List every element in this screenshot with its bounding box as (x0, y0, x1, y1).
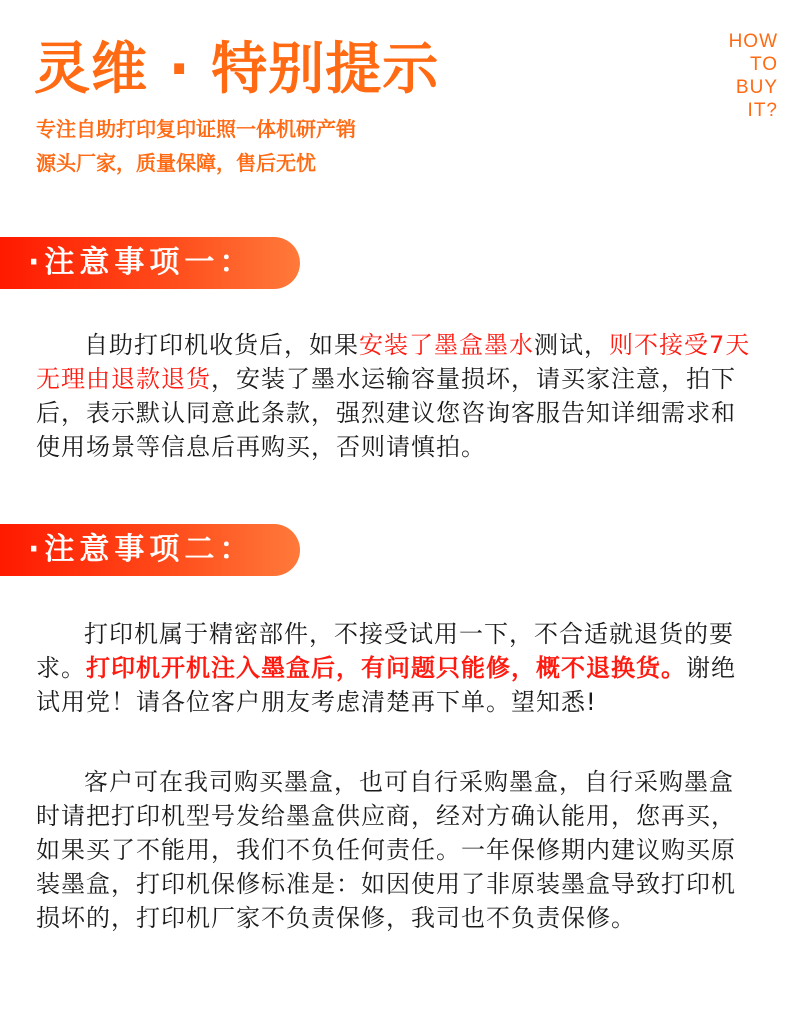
howto-line: TO (749, 54, 778, 75)
tagline-primary: 专注自助打印复印证照一体机研产销 (36, 117, 356, 141)
tagline-secondary: 源头厂家，质量保障，售后无忧 (36, 151, 316, 175)
notice-1-text: 测试， (534, 331, 609, 359)
notice-2-ink-policy: 客户可在我司购买墨盒，也可自行采购墨盒，自行采购墨盒时请把打印机型号发给墨盒供应商，经对方确认能用，您再买，如果买了不能用，我们不负任何责任。一年保修期内建议购买原装墨盒，打印机保修标准是：如因使用了非原装墨盒导致打印机损坏的，打印机厂家不负责保修，我司也不负责保修。 (36, 768, 736, 932)
notice-1-highlight-ink: 安装了墨盒墨水 (359, 331, 534, 359)
notice-1-heading: ·注意事项一： (0, 237, 300, 289)
notice-1-body (36, 328, 756, 464)
notice-1-text: ，安装了墨水运输容量损坏，请买家注意，拍下后，表示默认同意此条款，强烈建议您咨询客服告知详细需求和使用场景等信息后再购买，否则请慎拍。 (36, 365, 736, 461)
howto-line: BUY (735, 77, 778, 98)
notice-1-text: 自助打印机收货后，如果 (84, 331, 359, 359)
notice-1-highlight-no-return: 则不接受7天无理由退款退货 (36, 331, 751, 393)
howto-line: HOW (728, 31, 778, 52)
notice-2-heading: ·注意事项二： (0, 524, 300, 576)
how-to-buy-badge (729, 30, 778, 122)
howto-line: IT? (747, 100, 778, 121)
notice-2-body (36, 617, 756, 719)
notice-2-highlight-repair-only: 打印机开机注入墨盒后，有问题只能修，概不退换货。 (86, 654, 686, 682)
notice-2-text: 打印机属于精密部件，不接受试用一下，不合适就退货的要求。 (36, 620, 734, 682)
notice-2-text: 谢绝试用党！请各位客户朋友考虑清楚再下单。望知悉! (36, 654, 736, 716)
brand-title: 灵维 · 特别提示 (34, 37, 440, 102)
